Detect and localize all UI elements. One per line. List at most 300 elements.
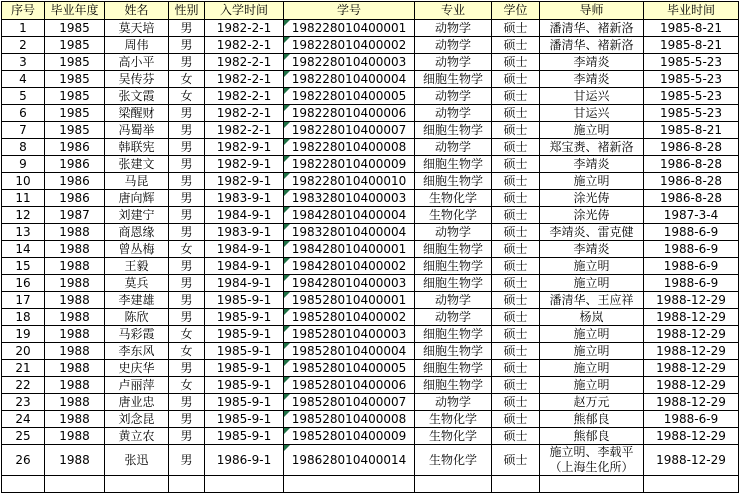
cell-major[interactable]: 细胞生物学	[415, 343, 492, 360]
cell-index[interactable]: 3	[2, 54, 45, 71]
cell-advisor[interactable]: 潘清华、王应祥	[540, 292, 644, 309]
cell-gender[interactable]: 男	[169, 139, 205, 156]
cell-grad_date[interactable]: 1988-6-9	[644, 411, 739, 428]
cell-grad_year[interactable]: 1988	[45, 394, 105, 411]
cell-student_id[interactable]: 198528010400006	[284, 377, 415, 394]
cell-gender[interactable]: 女	[169, 377, 205, 394]
cell-major[interactable]: 动物学	[415, 139, 492, 156]
cell-name[interactable]: 韩联宪	[105, 139, 169, 156]
cell-advisor[interactable]: 施立明	[540, 377, 644, 394]
cell-degree[interactable]: 硕士	[492, 326, 540, 343]
cell-major[interactable]: 细胞生物学	[415, 377, 492, 394]
cell-grad_date[interactable]: 1988-12-29	[644, 377, 739, 394]
cell-name[interactable]: 刘念昆	[105, 411, 169, 428]
cell-grad_year[interactable]: 1988	[45, 275, 105, 292]
cell-name[interactable]: 马昆	[105, 173, 169, 190]
cell-advisor[interactable]: 涂光俦	[540, 207, 644, 224]
cell-enroll_date[interactable]: 1982-2-1	[205, 105, 284, 122]
cell-degree[interactable]: 硕士	[492, 71, 540, 88]
cell-gender[interactable]: 男	[169, 394, 205, 411]
cell-gender[interactable]: 女	[169, 326, 205, 343]
text-as-number-indicator-icon	[284, 445, 290, 451]
cell-advisor[interactable]: 赵万元	[540, 394, 644, 411]
cell-grad_date[interactable]: 1985-5-23	[644, 88, 739, 105]
cell-degree[interactable]: 硕士	[492, 122, 540, 139]
cell-student_id[interactable]: 198428010400004	[284, 207, 415, 224]
cell-grad_date[interactable]: 1985-8-21	[644, 37, 739, 54]
cell-major[interactable]: 细胞生物学	[415, 156, 492, 173]
cell-advisor[interactable]: 杨岚	[540, 309, 644, 326]
text-as-number-indicator-icon	[284, 428, 290, 434]
empty-cell[interactable]	[105, 476, 169, 493]
cell-grad_year[interactable]: 1988	[45, 411, 105, 428]
cell-gender[interactable]: 男	[169, 122, 205, 139]
cell-gender[interactable]: 男	[169, 360, 205, 377]
cell-gender[interactable]: 男	[169, 411, 205, 428]
cell-index[interactable]: 8	[2, 139, 45, 156]
cell-grad_date[interactable]: 1985-8-21	[644, 122, 739, 139]
empty-cell[interactable]	[45, 476, 105, 493]
cell-grad_date[interactable]: 1988-12-29	[644, 292, 739, 309]
cell-name[interactable]: 马彩霞	[105, 326, 169, 343]
cell-gender[interactable]: 男	[169, 37, 205, 54]
cell-index[interactable]: 2	[2, 37, 45, 54]
cell-gender[interactable]: 男	[169, 105, 205, 122]
cell-index[interactable]: 11	[2, 190, 45, 207]
cell-grad_year[interactable]: 1988	[45, 445, 105, 476]
cell-advisor[interactable]: 施立明	[540, 326, 644, 343]
cell-name[interactable]: 唐向辉	[105, 190, 169, 207]
cell-grad_year[interactable]: 1988	[45, 258, 105, 275]
cell-grad_date[interactable]: 1988-12-29	[644, 360, 739, 377]
cell-grad_date[interactable]: 1985-5-23	[644, 105, 739, 122]
cell-grad_year[interactable]: 1987	[45, 207, 105, 224]
cell-grad_date[interactable]: 1986-8-28	[644, 139, 739, 156]
cell-index[interactable]: 23	[2, 394, 45, 411]
cell-student_id[interactable]: 198428010400003	[284, 275, 415, 292]
cell-grad_year[interactable]: 1986	[45, 190, 105, 207]
cell-major[interactable]: 细胞生物学	[415, 173, 492, 190]
cell-gender[interactable]: 男	[169, 173, 205, 190]
cell-name[interactable]: 张迅	[105, 445, 169, 476]
cell-enroll_date[interactable]: 1982-9-1	[205, 139, 284, 156]
cell-enroll_date[interactable]: 1984-9-1	[205, 207, 284, 224]
cell-student_id[interactable]: 198428010400001	[284, 241, 415, 258]
cell-index[interactable]: 10	[2, 173, 45, 190]
cell-degree[interactable]: 硕士	[492, 292, 540, 309]
cell-name[interactable]: 莫兵	[105, 275, 169, 292]
cell-major[interactable]: 生物化学	[415, 207, 492, 224]
cell-grad_year[interactable]: 1988	[45, 292, 105, 309]
cell-name[interactable]: 李东风	[105, 343, 169, 360]
cell-major[interactable]: 动物学	[415, 309, 492, 326]
cell-gender[interactable]: 男	[169, 207, 205, 224]
cell-index[interactable]: 21	[2, 360, 45, 377]
cell-enroll_date[interactable]: 1985-9-1	[205, 309, 284, 326]
cell-gender[interactable]: 男	[169, 190, 205, 207]
cell-student_id[interactable]: 198528010400009	[284, 428, 415, 445]
cell-degree[interactable]: 硕士	[492, 275, 540, 292]
cell-grad_year[interactable]: 1986	[45, 173, 105, 190]
cell-enroll_date[interactable]: 1985-9-1	[205, 360, 284, 377]
cell-index[interactable]: 14	[2, 241, 45, 258]
text-as-number-indicator-icon	[284, 71, 290, 77]
cell-student_id[interactable]: 198328010400003	[284, 190, 415, 207]
cell-grad_date[interactable]: 1987-3-4	[644, 207, 739, 224]
cell-degree[interactable]: 硕士	[492, 411, 540, 428]
table-row	[2, 275, 739, 292]
cell-gender[interactable]: 男	[169, 224, 205, 241]
table-row	[2, 139, 739, 156]
cell-major[interactable]: 生物化学	[415, 190, 492, 207]
cell-gender[interactable]: 男	[169, 445, 205, 476]
cell-advisor[interactable]: 施立明	[540, 122, 644, 139]
cell-index[interactable]: 4	[2, 71, 45, 88]
cell-degree[interactable]: 硕士	[492, 224, 540, 241]
cell-grad_date[interactable]: 1986-8-28	[644, 173, 739, 190]
cell-index[interactable]: 1	[2, 20, 45, 37]
cell-grad_date[interactable]: 1988-6-9	[644, 241, 739, 258]
cell-index[interactable]: 6	[2, 105, 45, 122]
cell-index[interactable]: 13	[2, 224, 45, 241]
cell-major[interactable]: 生物化学	[415, 411, 492, 428]
cell-advisor[interactable]: 潘清华、褚新洛	[540, 37, 644, 54]
cell-major[interactable]: 细胞生物学	[415, 71, 492, 88]
cell-degree[interactable]: 硕士	[492, 377, 540, 394]
cell-enroll_date[interactable]: 1982-2-1	[205, 20, 284, 37]
cell-grad_date[interactable]: 1988-12-29	[644, 394, 739, 411]
cell-student_id[interactable]: 198228010400008	[284, 139, 415, 156]
cell-grad_date[interactable]: 1986-8-28	[644, 156, 739, 173]
cell-grad_date[interactable]: 1988-12-29	[644, 428, 739, 445]
cell-grad_year[interactable]: 1985	[45, 37, 105, 54]
table-row	[2, 445, 739, 476]
cell-major[interactable]: 动物学	[415, 54, 492, 71]
cell-student_id[interactable]: 198228010400002	[284, 37, 415, 54]
cell-student_id[interactable]: 198528010400008	[284, 411, 415, 428]
cell-gender[interactable]: 女	[169, 343, 205, 360]
cell-student_id[interactable]: 198528010400004	[284, 343, 415, 360]
cell-grad_date[interactable]: 1988-12-29	[644, 343, 739, 360]
cell-degree[interactable]: 硕士	[492, 105, 540, 122]
cell-enroll_date[interactable]: 1985-9-1	[205, 377, 284, 394]
cell-degree[interactable]: 硕士	[492, 241, 540, 258]
cell-degree[interactable]: 硕士	[492, 173, 540, 190]
cell-enroll_date[interactable]: 1985-9-1	[205, 343, 284, 360]
empty-cell[interactable]	[205, 476, 284, 493]
cell-grad_year[interactable]: 1985	[45, 105, 105, 122]
cell-name[interactable]: 黄立农	[105, 428, 169, 445]
empty-cell[interactable]	[492, 476, 540, 493]
cell-degree[interactable]: 硕士	[492, 88, 540, 105]
table-row	[2, 156, 739, 173]
table-row	[2, 292, 739, 309]
cell-index[interactable]: 22	[2, 377, 45, 394]
cell-advisor[interactable]: 郑宝赉、褚新洛	[540, 139, 644, 156]
cell-major[interactable]: 动物学	[415, 20, 492, 37]
cell-grad_year[interactable]: 1988	[45, 377, 105, 394]
cell-gender[interactable]: 男	[169, 54, 205, 71]
cell-grad_year[interactable]: 1988	[45, 241, 105, 258]
cell-grad_date[interactable]: 1988-12-29	[644, 326, 739, 343]
cell-degree[interactable]: 硕士	[492, 445, 540, 476]
text-as-number-indicator-icon	[284, 54, 290, 60]
cell-advisor[interactable]: 李靖炎	[540, 71, 644, 88]
cell-index[interactable]: 9	[2, 156, 45, 173]
column-header-advisor[interactable]: 导师	[540, 2, 644, 20]
cell-enroll_date[interactable]: 1982-2-1	[205, 122, 284, 139]
cell-enroll_date[interactable]: 1984-9-1	[205, 241, 284, 258]
cell-name[interactable]: 张建文	[105, 156, 169, 173]
cell-name[interactable]: 王毅	[105, 258, 169, 275]
cell-enroll_date[interactable]: 1982-9-1	[205, 156, 284, 173]
cell-degree[interactable]: 硕士	[492, 394, 540, 411]
column-header-enroll_date[interactable]: 入学时间	[205, 2, 284, 20]
cell-student_id[interactable]: 198228010400004	[284, 71, 415, 88]
cell-index[interactable]: 24	[2, 411, 45, 428]
cell-index[interactable]: 7	[2, 122, 45, 139]
cell-student_id[interactable]: 198228010400010	[284, 173, 415, 190]
column-header-grad_date[interactable]: 毕业时间	[644, 2, 739, 20]
cell-index[interactable]: 19	[2, 326, 45, 343]
cell-enroll_date[interactable]: 1985-9-1	[205, 394, 284, 411]
cell-advisor[interactable]: 施立明	[540, 360, 644, 377]
cell-student_id[interactable]: 198228010400007	[284, 122, 415, 139]
text-as-number-indicator-icon	[284, 258, 290, 264]
cell-name[interactable]: 冯蜀举	[105, 122, 169, 139]
cell-grad_date[interactable]: 1985-5-23	[644, 54, 739, 71]
cell-degree[interactable]: 硕士	[492, 309, 540, 326]
empty-cell[interactable]	[169, 476, 205, 493]
cell-degree[interactable]: 硕士	[492, 343, 540, 360]
cell-degree[interactable]: 硕士	[492, 190, 540, 207]
cell-index[interactable]: 17	[2, 292, 45, 309]
cell-grad_year[interactable]: 1988	[45, 224, 105, 241]
cell-grad_date[interactable]: 1988-6-9	[644, 224, 739, 241]
cell-grad_year[interactable]: 1985	[45, 71, 105, 88]
cell-grad_date[interactable]: 1988-12-29	[644, 309, 739, 326]
cell-grad_date[interactable]: 1988-6-9	[644, 258, 739, 275]
cell-major[interactable]: 生物化学	[415, 445, 492, 476]
cell-major[interactable]: 细胞生物学	[415, 275, 492, 292]
cell-name[interactable]: 陈欣	[105, 309, 169, 326]
cell-degree[interactable]: 硕士	[492, 258, 540, 275]
cell-student_id[interactable]: 198528010400001	[284, 292, 415, 309]
cell-major[interactable]: 细胞生物学	[415, 241, 492, 258]
cell-grad_year[interactable]: 1985	[45, 54, 105, 71]
cell-advisor[interactable]: 施立明、李载平（上海生化所）	[540, 445, 644, 476]
cell-major[interactable]: 动物学	[415, 224, 492, 241]
cell-major[interactable]: 动物学	[415, 292, 492, 309]
table-row	[2, 258, 739, 275]
cell-name[interactable]: 李建雄	[105, 292, 169, 309]
cell-grad_year[interactable]: 1988	[45, 360, 105, 377]
cell-index[interactable]: 18	[2, 309, 45, 326]
cell-major[interactable]: 细胞生物学	[415, 122, 492, 139]
cell-degree[interactable]: 硕士	[492, 360, 540, 377]
cell-student_id[interactable]: 198528010400003	[284, 326, 415, 343]
cell-grad_date[interactable]: 1986-8-28	[644, 190, 739, 207]
cell-advisor[interactable]: 熊郁良	[540, 428, 644, 445]
cell-name[interactable]: 卢丽萍	[105, 377, 169, 394]
cell-enroll_date[interactable]: 1984-9-1	[205, 258, 284, 275]
cell-degree[interactable]: 硕士	[492, 54, 540, 71]
cell-grad_date[interactable]: 1985-8-21	[644, 20, 739, 37]
cell-name[interactable]: 梁醒财	[105, 105, 169, 122]
cell-grad_year[interactable]: 1986	[45, 139, 105, 156]
cell-advisor[interactable]: 施立明	[540, 258, 644, 275]
cell-enroll_date[interactable]: 1985-9-1	[205, 326, 284, 343]
text-as-number-indicator-icon	[284, 241, 290, 247]
cell-enroll_date[interactable]: 1984-9-1	[205, 275, 284, 292]
cell-major[interactable]: 动物学	[415, 88, 492, 105]
cell-degree[interactable]: 硕士	[492, 139, 540, 156]
cell-advisor[interactable]: 熊郁良	[540, 411, 644, 428]
column-header-degree[interactable]: 学位	[492, 2, 540, 20]
cell-name[interactable]: 莫天培	[105, 20, 169, 37]
cell-grad_date[interactable]: 1988-6-9	[644, 275, 739, 292]
cell-grad_year[interactable]: 1985	[45, 20, 105, 37]
cell-advisor[interactable]: 甘运兴	[540, 88, 644, 105]
cell-advisor[interactable]: 李靖炎	[540, 241, 644, 258]
cell-enroll_date[interactable]: 1983-9-1	[205, 224, 284, 241]
cell-gender[interactable]: 男	[169, 428, 205, 445]
cell-major[interactable]: 细胞生物学	[415, 258, 492, 275]
cell-grad_year[interactable]: 1988	[45, 309, 105, 326]
cell-advisor[interactable]: 李靖炎	[540, 54, 644, 71]
cell-major[interactable]: 动物学	[415, 394, 492, 411]
empty-cell[interactable]	[540, 476, 644, 493]
cell-student_id[interactable]: 198628010400014	[284, 445, 415, 476]
column-header-major[interactable]: 专业	[415, 2, 492, 20]
cell-index[interactable]: 12	[2, 207, 45, 224]
cell-gender[interactable]: 男	[169, 258, 205, 275]
cell-grad_year[interactable]: 1985	[45, 122, 105, 139]
cell-enroll_date[interactable]: 1982-2-1	[205, 88, 284, 105]
cell-advisor[interactable]: 李靖炎、雷克健	[540, 224, 644, 241]
cell-enroll_date[interactable]: 1982-2-1	[205, 54, 284, 71]
cell-major[interactable]: 细胞生物学	[415, 326, 492, 343]
cell-gender[interactable]: 男	[169, 275, 205, 292]
cell-name[interactable]: 刘建宁	[105, 207, 169, 224]
cell-gender[interactable]: 男	[169, 292, 205, 309]
cell-gender[interactable]: 女	[169, 71, 205, 88]
cell-grad_date[interactable]: 1985-5-23	[644, 71, 739, 88]
cell-index[interactable]: 15	[2, 258, 45, 275]
cell-gender[interactable]: 女	[169, 88, 205, 105]
cell-major[interactable]: 细胞生物学	[415, 360, 492, 377]
empty-cell[interactable]	[284, 476, 415, 493]
column-header-grad_year[interactable]: 毕业年度	[45, 2, 105, 20]
table-row	[2, 360, 739, 377]
cell-name[interactable]: 周伟	[105, 37, 169, 54]
empty-cell[interactable]	[415, 476, 492, 493]
cell-student_id[interactable]: 198228010400005	[284, 88, 415, 105]
cell-name[interactable]: 史庆华	[105, 360, 169, 377]
table-row	[2, 241, 739, 258]
cell-gender[interactable]: 女	[169, 241, 205, 258]
cell-name[interactable]: 吴传芬	[105, 71, 169, 88]
column-header-student_id[interactable]: 学号	[284, 2, 415, 20]
cell-gender[interactable]: 男	[169, 156, 205, 173]
text-as-number-indicator-icon	[284, 37, 290, 43]
cell-student_id[interactable]: 198228010400001	[284, 20, 415, 37]
column-header-gender[interactable]: 性别	[169, 2, 205, 20]
cell-name[interactable]: 曾丛梅	[105, 241, 169, 258]
cell-degree[interactable]: 硕士	[492, 37, 540, 54]
cell-degree[interactable]: 硕士	[492, 428, 540, 445]
cell-major[interactable]: 动物学	[415, 105, 492, 122]
text-as-number-indicator-icon	[284, 173, 290, 179]
table-row	[2, 224, 739, 241]
cell-major[interactable]: 生物化学	[415, 428, 492, 445]
cell-enroll_date[interactable]: 1985-9-1	[205, 411, 284, 428]
cell-gender[interactable]: 男	[169, 20, 205, 37]
cell-advisor[interactable]: 施立明	[540, 173, 644, 190]
cell-student_id[interactable]: 198528010400007	[284, 394, 415, 411]
cell-index[interactable]: 25	[2, 428, 45, 445]
cell-advisor[interactable]: 甘运兴	[540, 105, 644, 122]
cell-student_id[interactable]: 198328010400004	[284, 224, 415, 241]
cell-degree[interactable]: 硕士	[492, 20, 540, 37]
cell-grad_date[interactable]: 1988-12-29	[644, 445, 739, 476]
column-header-index[interactable]: 序号	[2, 2, 45, 20]
cell-degree[interactable]: 硕士	[492, 207, 540, 224]
cell-advisor[interactable]: 李靖炎	[540, 156, 644, 173]
cell-advisor[interactable]: 涂光俦	[540, 190, 644, 207]
column-header-name[interactable]: 姓名	[105, 2, 169, 20]
cell-enroll_date[interactable]: 1982-2-1	[205, 71, 284, 88]
cell-grad_year[interactable]: 1988	[45, 343, 105, 360]
cell-student_id[interactable]: 198528010400005	[284, 360, 415, 377]
cell-advisor[interactable]: 施立明	[540, 275, 644, 292]
cell-grad_year[interactable]: 1986	[45, 156, 105, 173]
text-as-number-indicator-icon	[284, 394, 290, 400]
empty-cell[interactable]	[644, 476, 739, 493]
cell-name[interactable]: 唐业忠	[105, 394, 169, 411]
cell-degree[interactable]: 硕士	[492, 156, 540, 173]
cell-enroll_date[interactable]: 1982-9-1	[205, 173, 284, 190]
cell-gender[interactable]: 男	[169, 309, 205, 326]
cell-name[interactable]: 高小平	[105, 54, 169, 71]
text-as-number-indicator-icon	[284, 275, 290, 281]
text-as-number-indicator-icon	[284, 326, 290, 332]
cell-enroll_date[interactable]: 1983-9-1	[205, 190, 284, 207]
cell-name[interactable]: 商恩缘	[105, 224, 169, 241]
cell-enroll_date[interactable]: 1985-9-1	[205, 428, 284, 445]
cell-advisor[interactable]: 施立明	[540, 343, 644, 360]
cell-index[interactable]: 20	[2, 343, 45, 360]
cell-index[interactable]: 16	[2, 275, 45, 292]
empty-cell[interactable]	[2, 476, 45, 493]
cell-major[interactable]: 动物学	[415, 37, 492, 54]
cell-grad_year[interactable]: 1988	[45, 428, 105, 445]
cell-index[interactable]: 26	[2, 445, 45, 476]
cell-student_id[interactable]: 198228010400006	[284, 105, 415, 122]
cell-enroll_date[interactable]: 1986-9-1	[205, 445, 284, 476]
cell-grad_year[interactable]: 1985	[45, 88, 105, 105]
cell-student_id[interactable]: 198228010400009	[284, 156, 415, 173]
cell-name[interactable]: 张文霞	[105, 88, 169, 105]
cell-index[interactable]: 5	[2, 88, 45, 105]
cell-advisor[interactable]: 潘清华、褚新洛	[540, 20, 644, 37]
cell-enroll_date[interactable]: 1985-9-1	[205, 292, 284, 309]
cell-grad_year[interactable]: 1988	[45, 326, 105, 343]
cell-student_id[interactable]: 198528010400002	[284, 309, 415, 326]
cell-enroll_date[interactable]: 1982-2-1	[205, 37, 284, 54]
cell-student_id[interactable]: 198428010400002	[284, 258, 415, 275]
cell-student_id[interactable]: 198228010400003	[284, 54, 415, 71]
